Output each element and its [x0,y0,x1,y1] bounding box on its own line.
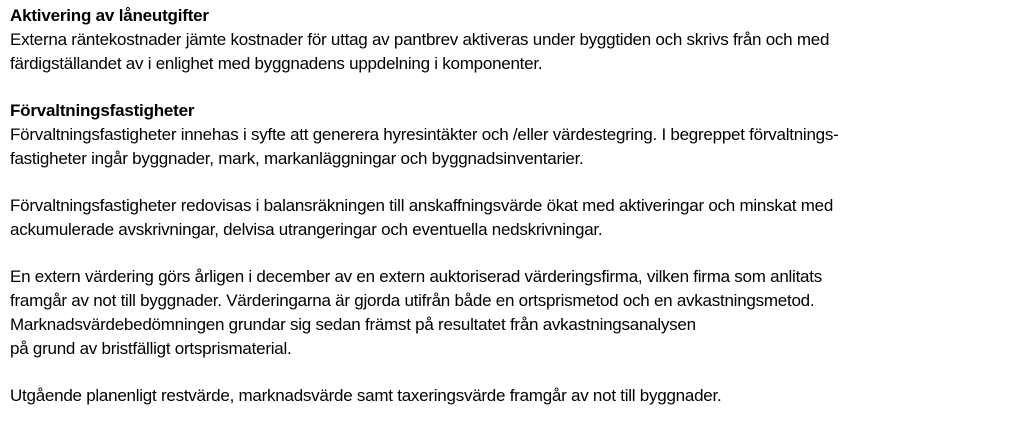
text-line: Förvaltningsfastigheter redovisas i balansräkningen till anskaffningsvärde ökat med aktiveringar och minskat med [10,196,834,215]
text-line: En extern värdering görs årligen i december av en extern auktoriserad värderingsfirma, vilken firma som anlitats [10,267,822,286]
section-aktivering [10,4,1020,76]
document-page [10,4,1020,408]
paragraph [10,123,1020,171]
text-line: Förvaltningsfastigheter innehas i syfte att generera hyresintäkter och /eller värdestegring. I begreppet förvaltnings- [10,125,839,144]
text-line: framgår av not till byggnader. Värderingarna är gjorda utifrån både en ortsprismetod och en avkastningsmetod. [10,291,815,310]
text-line: Externa räntekostnader jämte kostnader för uttag av pantbrev aktiveras under byggtiden och skrivs från och med [10,30,830,49]
text-line: färdigställandet av i enlighet med byggnadens uppdelning i komponenter. [10,54,543,73]
section-heading: Förvaltningsfastigheter [10,101,195,120]
text-line: Marknadsvärdebedömningen grundar sig sedan främst på resultatet från avkastningsanalysen [10,315,696,334]
text-line: Utgående planenligt restvärde, marknadsvärde samt taxeringsvärde framgår av not till byggnader. [10,386,722,405]
paragraph [10,384,1020,408]
paragraph [10,194,1020,242]
paragraph [10,265,1020,361]
text-line: fastigheter ingår byggnader, mark, markanläggningar och byggnadsinventarier. [10,149,584,168]
section-forvaltningsfastigheter [10,99,1020,408]
paragraph [10,28,1020,76]
text-line: ackumulerade avskrivningar, delvisa utrangeringar och eventuella nedskrivningar. [10,220,603,239]
section-heading: Aktivering av låneutgifter [10,6,209,25]
text-line: på grund av bristfälligt ortsprismaterial. [10,339,292,358]
